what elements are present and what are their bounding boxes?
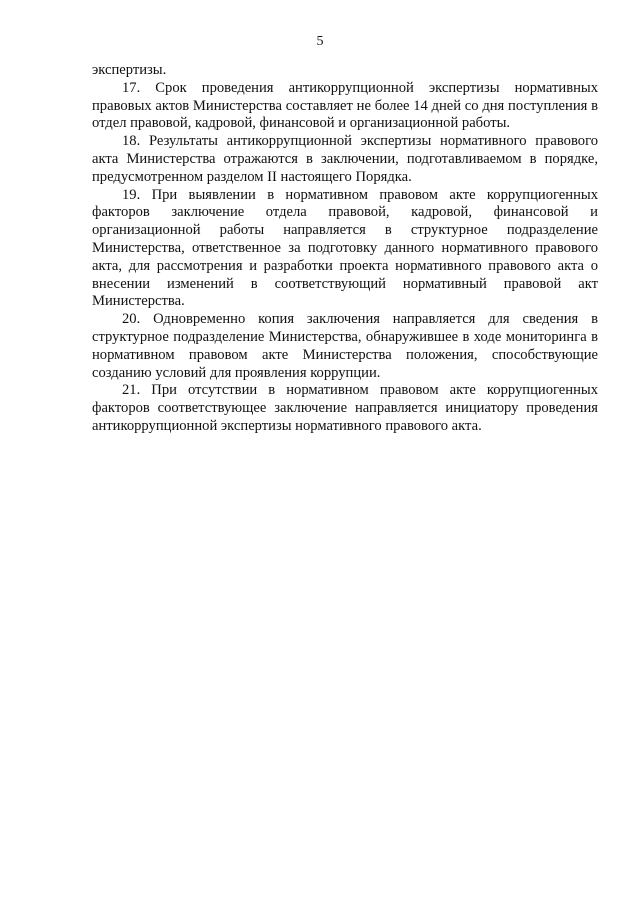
page-number: 5 — [316, 34, 324, 49]
paragraph-19: 19. При выявлении в нормативном правовом акте коррупциогенных факторов заключение отдела правовой, кадровой, финансовой и организационной работы направляется в структурное подразделение Министерства, ответственное за подготовку данного нормативного правового акта, для рассмотрения и разработки проекта нормативного правового акта о внесении изменений в соответствующий нормативный правовой акт Министерства. — [92, 186, 598, 310]
paragraph-continuation: экспертизы. — [92, 62, 167, 78]
paragraph-18: 18. Результаты антикоррупционной экспертизы нормативного правового акта Министерства отражаются в заключении, подготавливаемом в порядке, предусмотренном разделом II настоящего Порядка. — [92, 133, 598, 185]
paragraph-20: 20. Одновременно копия заключения направляется для сведения в структурное подразделение Министерства, обнаружившее в ходе мониторинга в нормативном правовом акте Министерства положения, способствующие созданию условий для проявления коррупции. — [92, 311, 598, 381]
paragraph-21: 21. При отсутствии в нормативном правовом акте коррупциогенных факторов соответствующее заключение направляется инициатору проведения антикоррупционной экспертизы нормативного правового акта. — [92, 382, 598, 434]
paragraph-17: 17. Срок проведения антикоррупционной экспертизы нормативных правовых актов Министерства составляет не более 14 дней со дня поступления в отдел правовой, кадровой, финансовой и организационной работы. — [92, 79, 598, 132]
document-body — [92, 62, 598, 436]
